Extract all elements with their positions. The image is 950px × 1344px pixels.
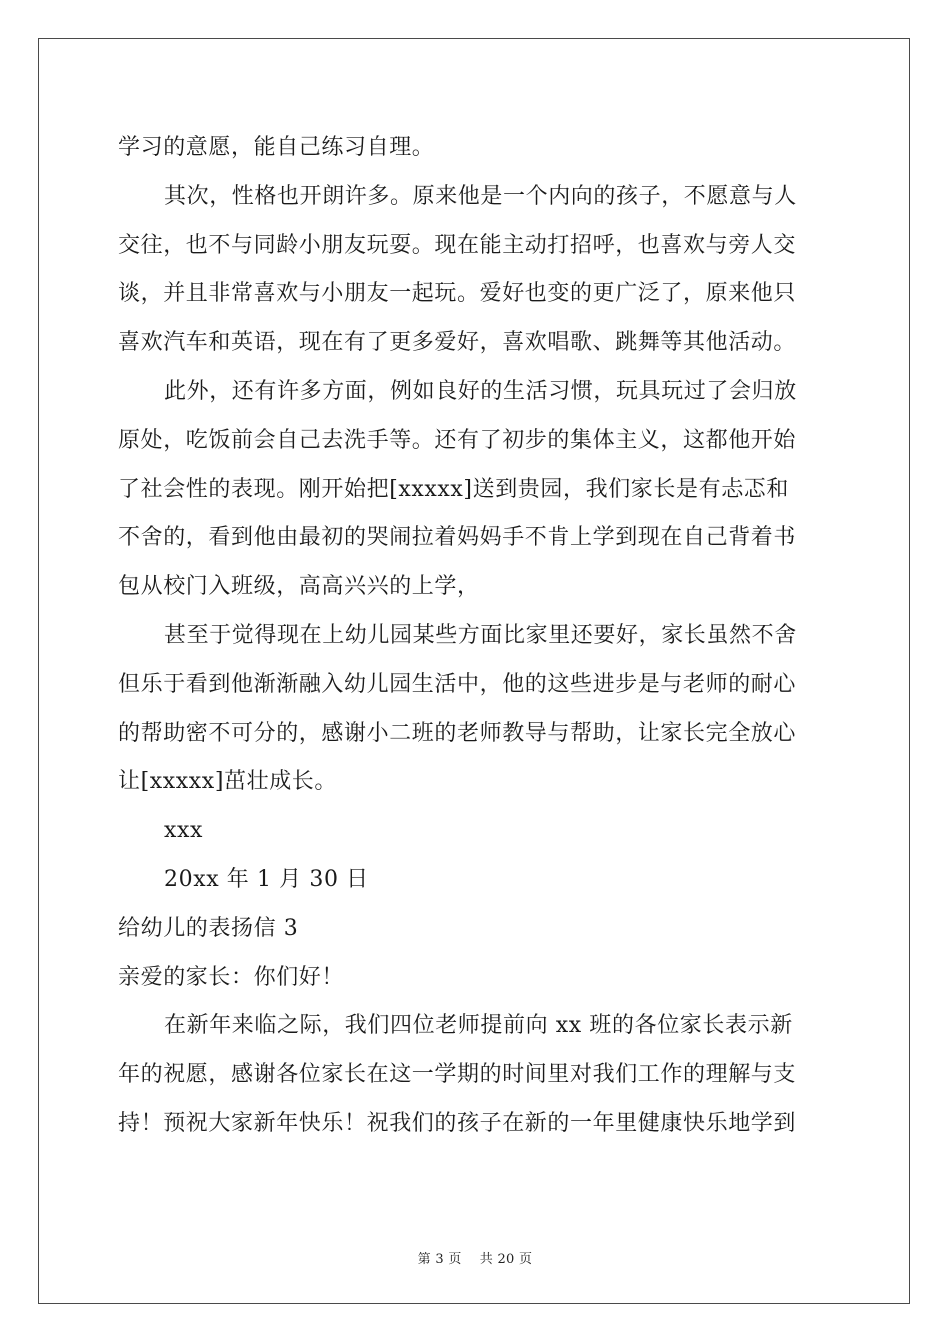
text-line: 包从校门入班级，高高兴兴的上学， xyxy=(118,574,480,600)
greeting-line: 亲爱的家长：你们好！ xyxy=(118,964,345,990)
paragraph-start-line: 此外，还有许多方面，例如良好的生活习惯，玩具玩过了会归放 xyxy=(164,378,797,404)
paragraph-start-line: 其次，性格也开朗许多。原来他是一个内向的孩子，不愿意与人 xyxy=(164,183,797,209)
text-line: 持！预祝大家新年快乐！祝我们的孩子在新的一年里健康快乐地学到 xyxy=(118,1110,797,1136)
signature-date: 20xx 年 1 月 30 日 xyxy=(164,866,369,892)
text-line: 谈，并且非常喜欢与小朋友一起玩。爱好也变的更广泛了，原来他只 xyxy=(118,281,797,307)
text-line: 的帮助密不可分的，感谢小二班的老师教导与帮助，让家长完全放心 xyxy=(118,720,797,746)
text-line: 但乐于看到他渐渐融入幼儿园生活中，他的这些进步是与老师的耐心 xyxy=(118,671,797,697)
text-line: 年的祝愿，感谢各位家长在这一学期的时间里对我们工作的理解与支 xyxy=(118,1062,797,1088)
text-line: 不舍的，看到他由最初的哭闹拉着妈妈手不肯上学到现在自己背着书 xyxy=(118,525,797,551)
text-line: 学习的意愿，能自己练习自理。 xyxy=(118,135,435,160)
text-line: 交往，也不与同龄小朋友玩耍。现在能主动打招呼，也喜欢与旁人交 xyxy=(118,232,797,258)
signature-name: xxx xyxy=(164,818,204,844)
section-title: 给幼儿的表扬信 3 xyxy=(118,915,299,941)
text-line: 原处，吃饭前会自己去洗手等。还有了初步的集体主义，这都他开始 xyxy=(118,427,797,453)
page-number: 第 3 页 xyxy=(417,1252,462,1267)
document-body xyxy=(118,124,832,1149)
page-footer xyxy=(0,1248,950,1267)
page-total: 共 20 页 xyxy=(479,1252,533,1267)
text-line: 了社会性的表现。刚开始把[xxxxx]送到贵园，我们家长是有忐忑和 xyxy=(118,476,790,502)
text-line: 喜欢汽车和英语，现在有了更多爱好，喜欢唱歌、跳舞等其他活动。 xyxy=(118,330,797,356)
paragraph-start-line: 在新年来临之际，我们四位老师提前向 xx 班的各位家长表示新 xyxy=(164,1013,793,1039)
paragraph-start-line: 甚至于觉得现在上幼儿园某些方面比家里还要好，家长虽然不舍 xyxy=(164,622,797,648)
text-line: 让[xxxxx]茁壮成长。 xyxy=(118,769,338,795)
